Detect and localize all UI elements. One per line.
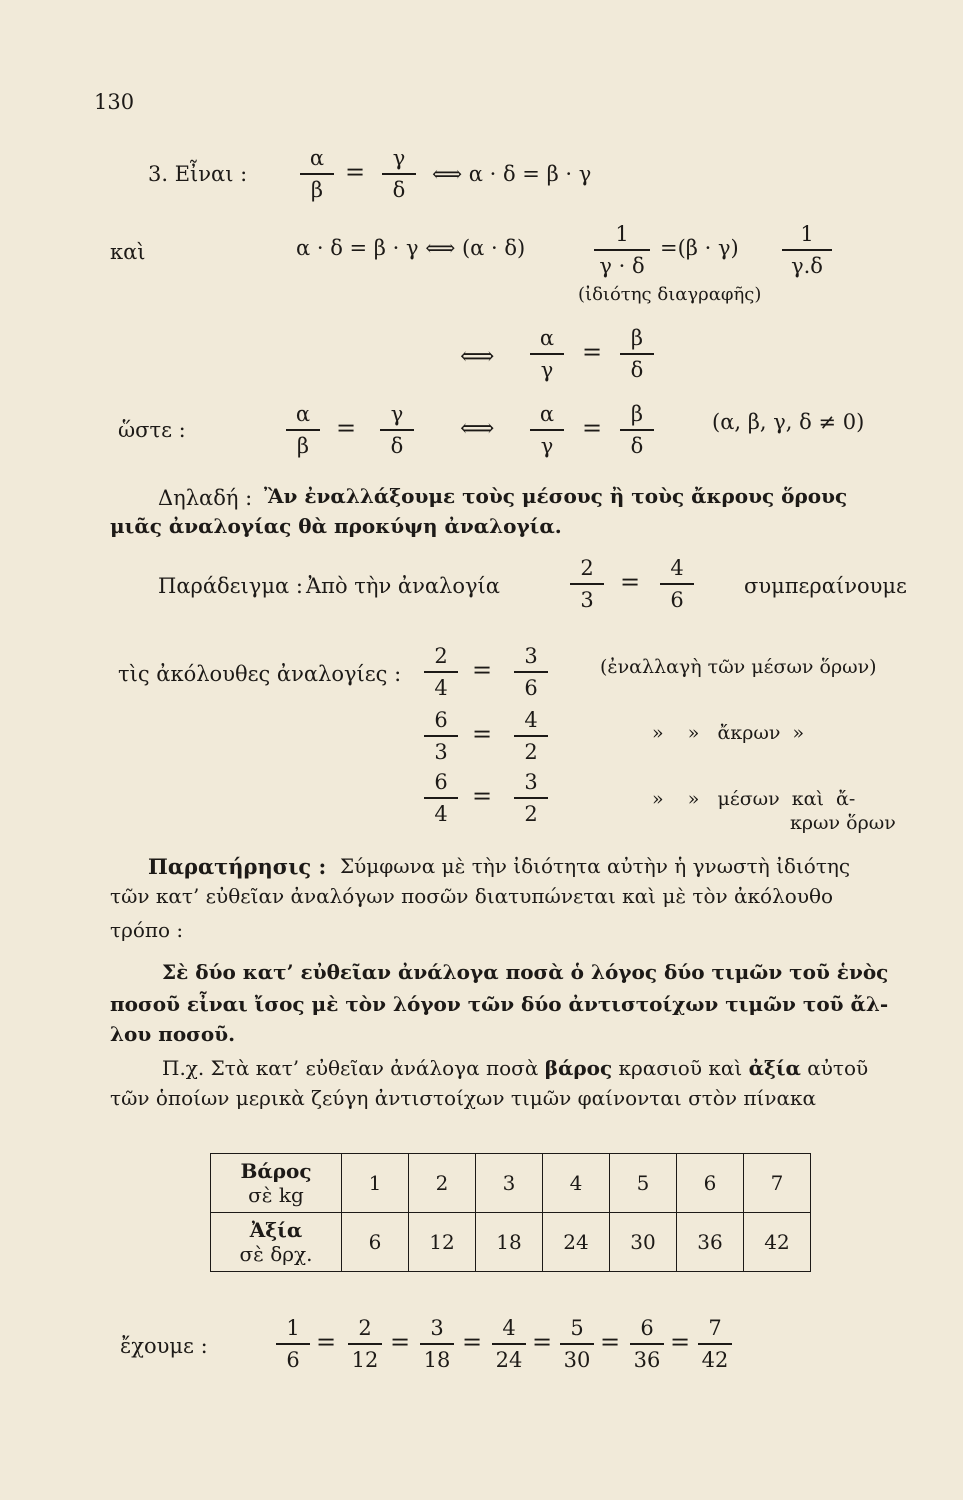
table-cell: 6 bbox=[342, 1213, 409, 1272]
equivalence-sign: ⟺ bbox=[460, 414, 495, 442]
fraction: 3 2 bbox=[514, 770, 548, 826]
emphasis: ἀξία bbox=[748, 1056, 801, 1080]
following-label: τὶς ἀκόλουθες ἀναλογίες : bbox=[118, 662, 402, 686]
fraction: β δ bbox=[620, 402, 654, 458]
example-sentence bbox=[162, 1056, 868, 1080]
row-header: Βάρος σὲ kg bbox=[211, 1154, 342, 1213]
example-text: Ἀπὸ τὴν ἀναλογία bbox=[306, 574, 500, 598]
relation: α · δ = β · γ ⟺ (α · δ) bbox=[296, 236, 526, 260]
fraction: 2 3 bbox=[570, 556, 604, 612]
proportion-note: » » μέσων καὶ ἄ- bbox=[652, 788, 856, 810]
fraction: α β bbox=[300, 146, 334, 202]
table-cell: 6 bbox=[677, 1154, 744, 1213]
fraction: γ δ bbox=[380, 402, 414, 458]
fraction: α γ bbox=[530, 326, 564, 382]
equals-sign: = bbox=[472, 656, 493, 684]
fraction: α β bbox=[286, 402, 320, 458]
and-label: καὶ bbox=[110, 240, 146, 264]
equals-sign: = bbox=[345, 158, 366, 186]
relation: =(β · γ) bbox=[660, 236, 739, 260]
example-end: συμπεραίνουμε bbox=[744, 574, 907, 598]
fraction: β δ bbox=[620, 326, 654, 382]
result-label: ἔχουμε : bbox=[120, 1334, 208, 1358]
equals-sign: = bbox=[582, 414, 603, 442]
equals-sign: = bbox=[670, 1328, 691, 1356]
fraction: 2 12 bbox=[348, 1316, 382, 1372]
equals-sign: = bbox=[316, 1328, 337, 1356]
property-note: (ἰδιότης διαγραφῆς) bbox=[578, 284, 762, 305]
equals-sign: = bbox=[462, 1328, 483, 1356]
statement-line: λου ποσοῦ. bbox=[110, 1022, 236, 1046]
equals-sign: = bbox=[336, 414, 357, 442]
fraction: 3 18 bbox=[420, 1316, 454, 1372]
equals-sign: = bbox=[620, 568, 641, 596]
row-header: Ἀξία σὲ δρχ. bbox=[211, 1213, 342, 1272]
page-number: 130 bbox=[94, 90, 135, 114]
fraction: 4 24 bbox=[492, 1316, 526, 1372]
equals-sign: = bbox=[582, 338, 603, 366]
table-cell: 36 bbox=[677, 1213, 744, 1272]
equals-sign: = bbox=[600, 1328, 621, 1356]
table-cell: 7 bbox=[744, 1154, 811, 1213]
rule-prefix: Δηλαδή : bbox=[158, 486, 253, 510]
table-cell: 42 bbox=[744, 1213, 811, 1272]
example-label: Παράδειγμα : bbox=[158, 574, 303, 598]
fraction: 6 3 bbox=[424, 708, 458, 764]
equivalence-sign: ⟺ bbox=[460, 342, 495, 370]
remark-text: τρόπο : bbox=[110, 918, 184, 942]
equals-sign: = bbox=[472, 782, 493, 810]
table-cell: 30 bbox=[610, 1213, 677, 1272]
emphasis: βάρος bbox=[544, 1056, 613, 1080]
fraction: 6 4 bbox=[424, 770, 458, 826]
fraction: 5 30 bbox=[560, 1316, 594, 1372]
example-text: αὐτοῦ bbox=[807, 1056, 869, 1080]
fraction: 6 36 bbox=[630, 1316, 664, 1372]
proportion-note: (ἐναλλαγὴ τῶν μέσων ὅρων) bbox=[600, 656, 877, 678]
example-text: Π.χ. Στὰ κατ’ εὐθεῖαν ἀνάλογα ποσὰ bbox=[162, 1056, 539, 1080]
fraction: 1 γ.δ bbox=[782, 222, 832, 278]
equals-sign: = bbox=[390, 1328, 411, 1356]
proportion-note: κρων ὅρων bbox=[790, 812, 896, 834]
remark-text: Σύμφωνα μὲ τὴν ἰδιότητα αὐτὴν ἡ γνωστὴ ἰδιότης bbox=[340, 854, 851, 878]
relation: ⟺ α · δ = β · γ bbox=[432, 162, 592, 186]
table-cell: 2 bbox=[409, 1154, 476, 1213]
table-cell: 18 bbox=[476, 1213, 543, 1272]
table-cell: 24 bbox=[543, 1213, 610, 1272]
proportion-note: » » ἄκρων » bbox=[652, 722, 805, 744]
fraction: 3 6 bbox=[514, 644, 548, 700]
table-cell: 4 bbox=[543, 1154, 610, 1213]
fraction: 2 4 bbox=[424, 644, 458, 700]
fraction: 1 6 bbox=[276, 1316, 310, 1372]
example-text: τῶν ὁποίων μερικὰ ζεύγη ἀντιστοίχων τιμῶν φαίνονται στὸν πίνακα bbox=[110, 1086, 817, 1110]
example-text: κρασιοῦ καὶ bbox=[618, 1056, 743, 1080]
rule-line: Ἂν ἐναλλάξουμε τοὺς μέσους ἢ τοὺς ἄκρους ὅρους bbox=[264, 484, 848, 508]
statement-line: Σὲ δύο κατ’ εὐθεῖαν ἀνάλογα ποσὰ ὁ λόγος δύο τιμῶν τοῦ ἑνὸς bbox=[162, 960, 889, 984]
equals-sign: = bbox=[472, 720, 493, 748]
table-cell: 12 bbox=[409, 1213, 476, 1272]
remark-label: Παρατήρησις : bbox=[148, 854, 327, 879]
item-label: 3. Εἶναι : bbox=[148, 162, 248, 186]
fraction: 4 6 bbox=[660, 556, 694, 612]
equals-sign: = bbox=[532, 1328, 553, 1356]
condition: (α, β, γ, δ ≠ 0) bbox=[712, 410, 865, 434]
remark-text: τῶν κατ’ εὐθεῖαν ἀναλόγων ποσῶν διατυπώνεται καὶ μὲ τὸν ἀκόλουθο bbox=[110, 884, 834, 908]
table-row bbox=[211, 1213, 811, 1272]
fraction: 1 γ · δ bbox=[594, 222, 650, 278]
fraction: γ δ bbox=[382, 146, 416, 202]
weight-value-table bbox=[210, 1153, 811, 1272]
fraction: 4 2 bbox=[514, 708, 548, 764]
table-cell: 3 bbox=[476, 1154, 543, 1213]
table-cell: 1 bbox=[342, 1154, 409, 1213]
therefore-label: ὥστε : bbox=[118, 418, 186, 442]
table-row bbox=[211, 1154, 811, 1213]
table-cell: 5 bbox=[610, 1154, 677, 1213]
statement-line: ποσοῦ εἶναι ἴσος μὲ τὸν λόγον τῶν δύο ἀντιστοίχων τιμῶν τοῦ ἄλ- bbox=[110, 992, 889, 1016]
rule-line: μιᾶς ἀναλογίας θὰ προκύψη ἀναλογία. bbox=[110, 514, 562, 538]
fraction: 7 42 bbox=[698, 1316, 732, 1372]
fraction: α γ bbox=[530, 402, 564, 458]
